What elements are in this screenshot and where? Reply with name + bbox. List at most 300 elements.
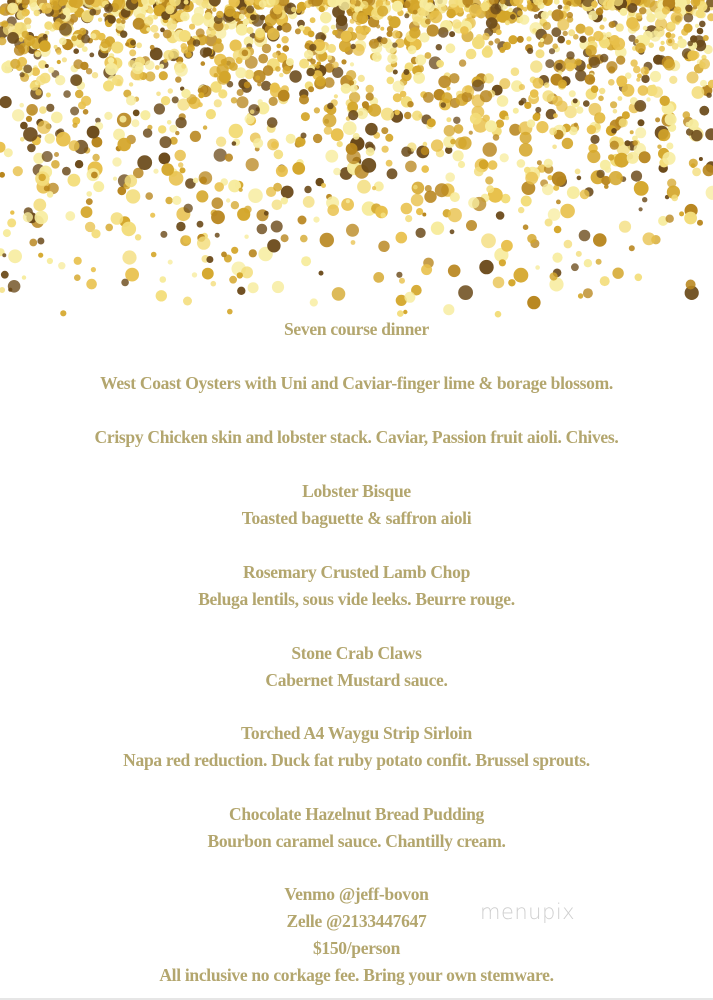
confetti-dot [416,228,426,238]
confetti-dot [150,25,158,33]
confetti-dot [699,59,710,70]
confetti-dot [350,84,358,92]
confetti-dot [635,43,646,54]
confetti-dot [253,138,263,148]
confetti-dot [3,229,11,237]
confetti-dot [4,148,13,157]
confetti-dot [393,70,398,75]
confetti-dot [596,8,604,16]
confetti-dot [634,100,646,112]
confetti-dot [62,57,67,62]
confetti-dot [176,222,185,231]
confetti-dot [616,56,625,65]
confetti-dot [287,3,292,8]
gold-confetti-banner [0,0,713,320]
confetti-dot [662,6,670,14]
confetti-dot [160,231,167,238]
confetti-dot [362,101,369,108]
confetti-dot [0,37,6,45]
confetti-dot [637,73,642,78]
confetti-dot [37,121,50,134]
confetti-dot [552,253,562,263]
confetti-dot [217,64,229,76]
confetti-dot [505,116,510,121]
confetti-dot [189,24,195,30]
confetti-dot [609,21,616,28]
confetti-dot [479,160,489,170]
confetti-dot [264,211,269,216]
confetti-dot [568,29,575,36]
confetti-dot [521,98,527,104]
confetti-dot [308,0,312,4]
confetti-dot [583,100,590,107]
confetti-dot [175,76,181,82]
confetti-dot [450,229,455,234]
confetti-dot [421,264,432,275]
confetti-dot [403,310,407,314]
confetti-dot [248,188,263,203]
confetti-dot [368,104,381,117]
confetti-dot [277,44,282,49]
confetti-dot [553,113,558,118]
confetti-dot [187,44,195,52]
confetti-dot [160,136,172,148]
confetti-dot [446,43,456,53]
confetti-dot [59,23,72,36]
confetti-dot [117,138,131,152]
confetti-dot [643,26,648,31]
confetti-dot [536,49,545,58]
confetti-dot [519,15,529,25]
confetti-dot [574,123,578,127]
confetti-dot [129,49,136,56]
confetti-dot [276,165,288,177]
confetti-dot [643,232,656,245]
confetti-dot [453,150,464,161]
confetti-dot [168,88,173,93]
confetti-dot [650,30,661,41]
confetti-dot [397,310,404,317]
confetti-dot [392,42,397,47]
confetti-dot [75,90,83,98]
confetti-dot [169,49,179,59]
confetti-dot [89,53,94,58]
confetti-dot [278,90,290,102]
confetti-dot [62,167,71,176]
confetti-dot [304,50,313,59]
menupix-watermark: menupix [480,900,576,924]
confetti-dot [327,55,332,60]
confetti-dot [159,153,171,165]
confetti-dot [577,176,582,181]
confetti-dot [211,210,225,224]
confetti-dot [425,19,431,25]
confetti-dot [369,39,379,49]
confetti-dot [281,36,288,43]
confetti-dot [150,213,155,218]
confetti-dot [351,240,356,245]
confetti-dot [308,86,314,92]
confetti-dot [57,60,61,64]
confetti-dot [153,169,158,174]
confetti-dot [198,92,204,98]
confetti-dot [92,154,99,161]
confetti-dot [545,59,554,68]
confetti-dot [26,24,31,29]
confetti-dot [525,172,538,185]
confetti-dot [672,43,679,50]
confetti-dot [589,57,600,68]
confetti-dot [145,192,153,200]
confetti-dot [120,31,127,38]
confetti-dot [443,304,454,315]
confetti-dot [427,24,439,36]
confetti-dot [155,65,160,70]
confetti-dot [486,17,498,29]
confetti-dot [301,133,307,139]
confetti-dot [349,92,360,103]
confetti-dot [454,124,464,134]
confetti-dot [520,132,532,144]
confetti-dot [357,180,371,194]
course-3-description: Toasted baguette & saffron aioli [241,508,472,528]
confetti-dot [641,75,649,83]
confetti-dot [446,117,451,122]
confetti-dot [695,24,699,28]
confetti-dot [262,44,271,53]
confetti-dot [304,186,311,193]
confetti-dot [412,111,422,121]
confetti-dot [650,71,661,82]
confetti-dot [530,89,539,98]
confetti-dot [458,136,471,149]
confetti-dot [289,70,301,82]
confetti-dot [343,121,357,135]
confetti-dot [619,221,631,233]
confetti-dot [662,152,675,165]
confetti-dot [519,84,525,90]
confetti-dot [215,233,220,238]
confetti-dot [151,252,157,258]
confetti-dot [587,150,600,163]
confetti-dot [73,59,83,69]
confetti-dot [161,163,174,176]
confetti-dot [206,109,216,119]
confetti-dot [527,0,532,5]
confetti-dot [327,44,336,53]
confetti-dot [387,15,393,21]
confetti-dot [142,4,148,10]
confetti-dot [133,18,145,30]
confetti-dot [33,199,46,212]
confetti-dot [557,19,569,31]
confetti-dot [450,139,456,145]
confetti-dot [404,292,415,303]
confetti-dot [281,186,294,199]
confetti-dot [599,25,604,30]
confetti-dot [341,59,346,64]
confetti-dot [184,5,189,10]
confetti-dot [616,23,624,31]
confetti-dot [544,82,550,88]
confetti-dot [239,188,243,192]
confetti-dot [535,265,540,270]
confetti-dot [517,36,524,43]
confetti-dot [237,287,245,295]
confetti-dot [137,155,152,170]
confetti-dot [272,281,284,293]
confetti-dot [63,90,71,98]
confetti-dot [153,33,159,39]
confetti-dot [59,38,67,46]
confetti-dot [638,85,649,96]
confetti-dot [558,80,567,89]
confetti-dot [23,65,32,74]
confetti-dot [47,191,54,198]
confetti-dot [509,8,513,12]
confetti-dot [39,174,46,181]
confetti-dot [245,114,255,124]
confetti-dot [470,113,482,125]
confetti-dot [218,89,227,98]
confetti-dot [576,24,586,34]
confetti-dot [242,50,249,57]
confetti-dot [519,143,533,157]
confetti-dot [129,82,133,86]
confetti-dot [172,96,179,103]
confetti-dot [372,186,376,190]
confetti-dot [281,197,288,204]
confetti-dot [416,208,423,215]
confetti-dot [501,240,513,252]
confetti-dot [666,215,674,223]
confetti-dot [613,109,618,114]
confetti-dot [86,198,93,205]
confetti-dot [635,127,646,138]
confetti-dot [634,39,638,43]
confetti-dot [625,140,631,146]
confetti-dot [306,68,314,76]
confetti-dot [10,210,14,214]
confetti-dot [386,160,393,167]
confetti-dot [272,52,278,58]
confetti-dot [8,280,21,293]
confetti-dot [331,128,344,141]
confetti-dot [503,42,511,50]
confetti-dot [12,109,24,121]
confetti-dot [309,44,316,51]
confetti-dot [651,85,655,89]
confetti-dot [121,279,129,287]
confetti-dot [258,54,268,64]
confetti-dot [140,110,150,120]
confetti-dot [665,114,677,126]
confetti-dot [590,135,599,144]
confetti-dot [197,221,204,228]
confetti-dot [172,196,181,205]
confetti-dot [458,285,473,300]
confetti-dot [699,106,709,116]
confetti-dot [378,241,389,252]
confetti-dot [484,73,494,83]
confetti-dot [301,112,310,121]
confetti-dot [144,16,153,25]
confetti-dot [60,310,66,316]
confetti-dot [111,212,124,225]
confetti-dot [295,28,301,34]
confetti-dot [273,183,282,192]
confetti-dot [35,211,49,225]
confetti-dot [657,145,661,149]
confetti-dot [700,80,707,87]
confetti-dot [198,102,203,107]
confetti-dot [448,265,461,278]
confetti-dot [514,268,529,283]
confetti-dot [466,49,477,60]
confetti-dot [447,87,451,91]
confetti-dot [203,125,207,129]
confetti-dot [532,28,537,33]
confetti-dot [86,279,97,290]
confetti-dot [321,183,326,188]
confetti-dot [465,85,473,93]
confetti-dot [22,9,30,17]
confetti-dot [399,278,405,284]
confetti-dot [496,29,502,35]
confetti-dot [425,52,432,59]
confetti-dot [159,71,168,80]
confetti-dot [606,61,617,72]
confetti-dot [365,123,378,136]
confetti-dot [22,275,26,279]
confetti-dot [197,236,210,249]
confetti-dot [620,8,628,16]
confetti-dot [424,191,436,203]
confetti-dot [347,150,361,164]
confetti-dot [269,97,278,106]
confetti-dot [70,74,82,86]
confetti-dot [212,197,224,209]
confetti-dot [610,141,619,150]
confetti-dot [89,9,96,16]
confetti-dot [361,158,376,173]
confetti-dot [548,208,561,221]
confetti-dot [387,54,397,64]
confetti-dot [505,20,510,25]
confetti-dot [411,194,424,207]
confetti-dot [315,76,326,87]
confetti-dot [641,67,650,76]
confetti-dot [98,18,102,22]
confetti-dot [229,276,237,284]
confetti-dot [404,13,409,18]
confetti-dot [618,96,623,101]
confetti-dot [214,149,227,162]
confetti-dot [341,31,352,42]
confetti-dot [696,9,705,18]
confetti-dot [686,280,696,290]
confetti-dot [563,31,568,36]
confetti-dot [150,45,155,50]
confetti-dot [666,143,673,150]
confetti-dot [113,177,117,181]
confetti-dot [14,45,25,56]
confetti-dot [224,6,235,17]
confetti-dot [396,272,402,278]
confetti-dot [45,133,55,143]
confetti-dot [260,15,266,21]
confetti-dot [27,144,36,153]
confetti-dot [135,234,141,240]
confetti-dot [365,27,371,33]
confetti-dot [181,43,188,50]
confetti-dot [229,124,243,138]
confetti-dot [125,42,129,46]
confetti-dot [401,147,411,157]
confetti-dot [691,130,702,141]
confetti-dot [237,96,249,108]
confetti-dot [554,226,562,234]
confetti-dot [74,257,82,265]
confetti-dot [403,69,409,75]
confetti-dot [655,117,660,122]
confetti-dot [175,131,179,135]
confetti-dot [279,73,283,77]
confetti-dot [120,116,127,123]
confetti-dot [337,141,343,147]
confetti-dot [361,1,369,9]
confetti-dot [677,39,687,49]
confetti-dot [683,24,692,33]
confetti-dot [392,1,403,12]
confetti-dot [393,93,402,102]
confetti-dot [689,159,698,168]
confetti-dot [39,40,51,52]
confetti-dot [614,153,629,168]
confetti-dot [203,47,212,56]
confetti-dot [19,37,24,42]
confetti-dot [244,82,251,89]
confetti-dot [181,64,186,69]
confetti-dot [527,296,540,309]
confetti-dot [405,215,412,222]
confetti-dot [511,67,520,76]
confetti-dot [81,34,90,43]
confetti-dot [664,59,676,71]
confetti-dot [453,117,460,124]
confetti-dot [332,67,343,78]
confetti-dot [610,101,617,108]
confetti-dot [557,36,565,44]
confetti-dot [122,250,136,264]
confetti-dot [703,164,713,176]
confetti-dot [639,7,646,14]
confetti-dot [595,112,605,122]
confetti-dot [42,151,53,162]
confetti-dot [591,85,599,93]
confetti-dot [65,211,75,221]
confetti-dot [537,160,542,165]
confetti-dot [283,66,291,74]
confetti-dot [236,24,248,36]
confetti-dot [603,17,607,21]
confetti-dot [533,78,544,89]
confetti-dot [482,33,489,40]
confetti-dot [91,267,96,272]
confetti-dot [513,108,519,114]
confetti-dot [699,21,706,28]
confetti-dot [249,249,257,257]
